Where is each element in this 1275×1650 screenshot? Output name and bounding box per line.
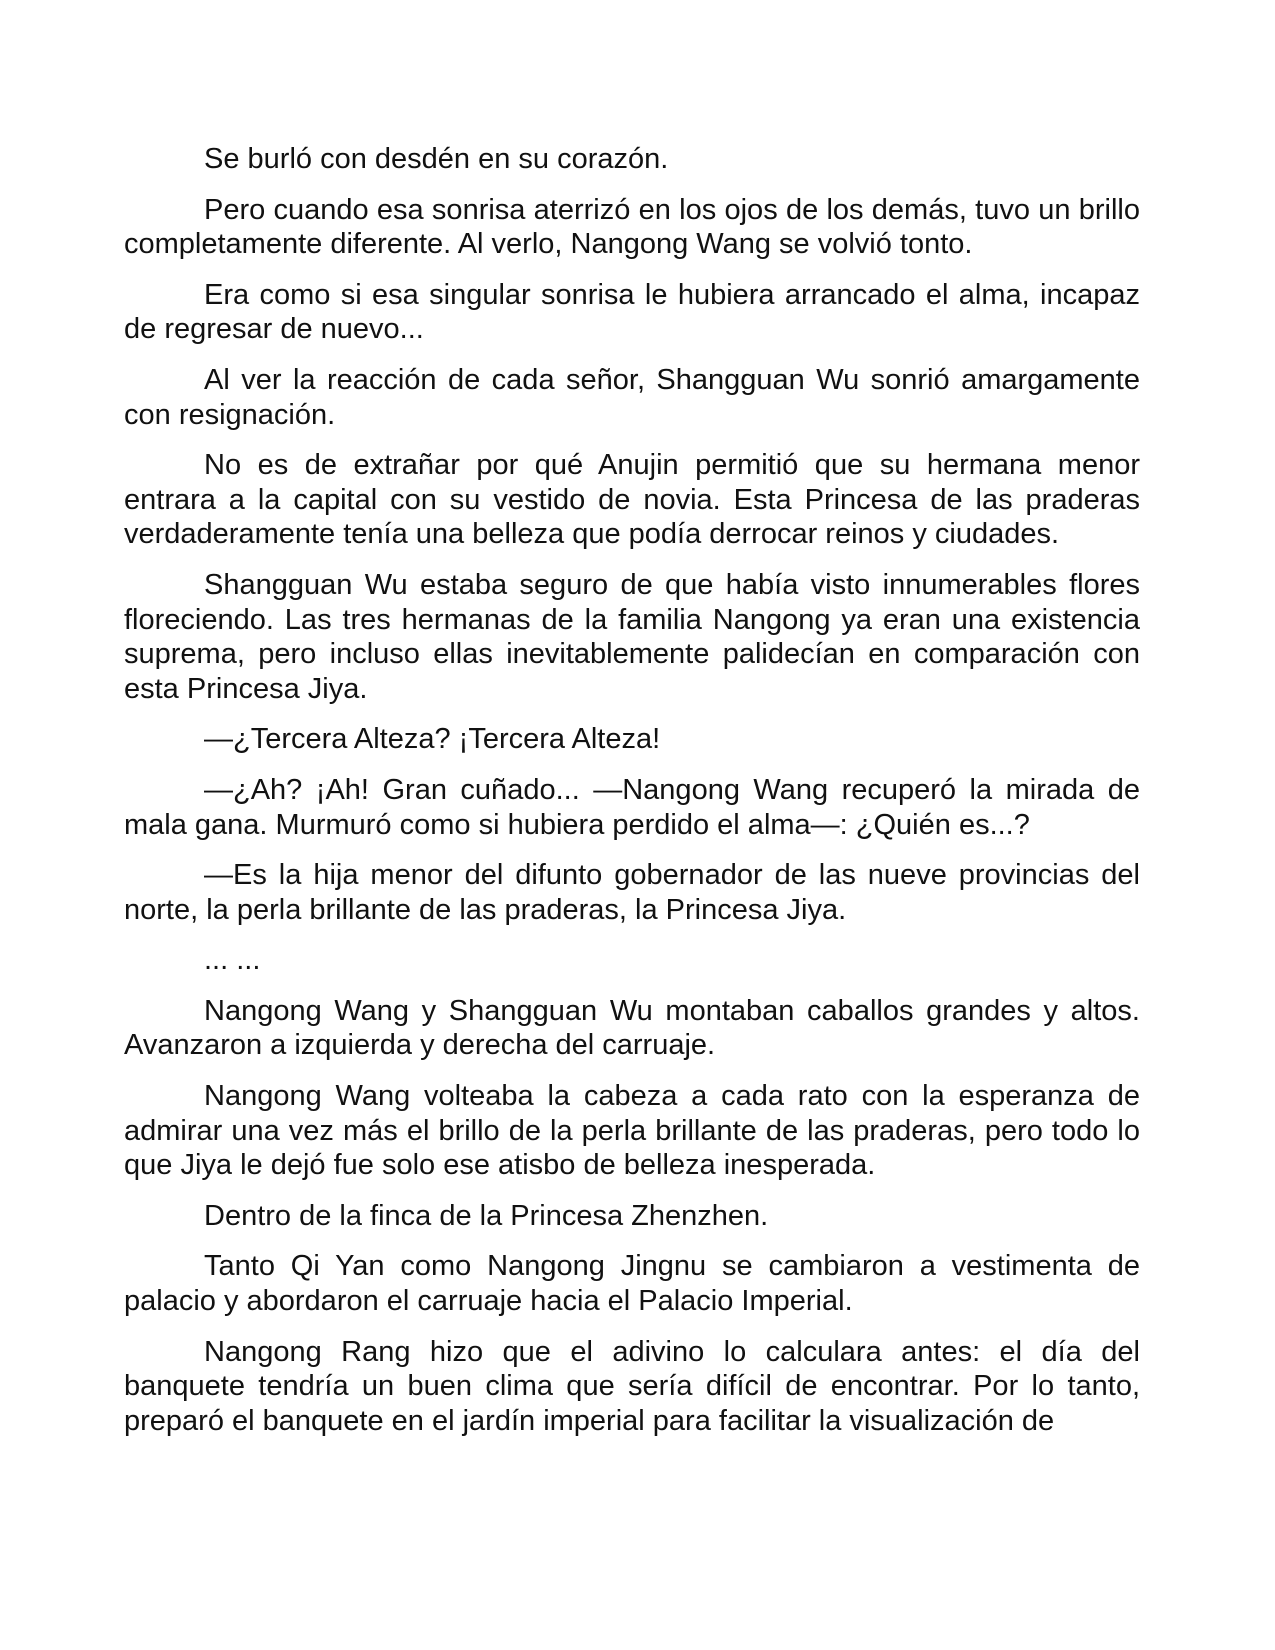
paragraph: Nangong Wang volteaba la cabeza a cada rato con la esperanza de admirar una vez más el brillo de la perla brillante de las praderas, pero todo lo que Jiya le dejó fue solo ese atisbo de belleza inesperada.: [124, 1080, 1140, 1182]
paragraph: Era como si esa singular sonrisa le hubiera arrancado el alma, incapaz de regresar de nuevo...: [124, 278, 1140, 346]
paragraph: Al ver la reacción de cada señor, Shangguan Wu sonrió amargamente con resignación.: [124, 363, 1140, 431]
scene-break: ... ...: [204, 944, 261, 977]
body-text: [124, 142, 1140, 1454]
paragraph: Dentro de la finca de la Princesa Zhenzhen.: [204, 1199, 769, 1232]
paragraph: Nangong Rang hizo que el adivino lo calculara antes: el día del banquete tendría un buen clima que sería difícil de encontrar. Por lo tanto, preparó el banquete en el jardín imperial para facilitar la visualización de: [124, 1335, 1140, 1437]
paragraph: Tanto Qi Yan como Nangong Jingnu se cambiaron a vestimenta de palacio y abordaron el carruaje hacia el Palacio Imperial.: [124, 1250, 1140, 1318]
paragraph: Se burló con desdén en su corazón.: [204, 143, 669, 175]
dialogue-line: —¿Ah? ¡Ah! Gran cuñado... —Nangong Wang recuperó la mirada de mala gana. Murmuró como si hubiera perdido el alma—: ¿Quién es...?: [124, 773, 1140, 841]
paragraph: Nangong Wang y Shangguan Wu montaban caballos grandes y altos. Avanzaron a izquierda y derecha del carruaje.: [124, 994, 1140, 1062]
paragraph: Shangguan Wu estaba seguro de que había visto innumerables flores floreciendo. Las tres hermanas de la familia Nangong ya eran una existencia suprema, pero incluso ellas inevitablemente palidecían en comparación con esta Princesa Jiya.: [124, 568, 1140, 705]
paragraph: No es de extrañar por qué Anujin permitió que su hermana menor entrara a la capital con su vestido de novia. Esta Princesa de las praderas verdaderamente tenía una belleza que podía derrocar reinos y ciudades.: [124, 449, 1140, 551]
dialogue-line: —¿Tercera Alteza? ¡Tercera Alteza!: [204, 723, 661, 756]
dialogue-line: —Es la hija menor del difunto gobernador de las nueve provincias del norte, la perla brillante de las praderas, la Princesa Jiya.: [124, 859, 1140, 926]
paragraph: Pero cuando esa sonrisa aterrizó en los ojos de los demás, tuvo un brillo completamente diferente. Al verlo, Nangong Wang se volvió tonto.: [124, 193, 1140, 261]
